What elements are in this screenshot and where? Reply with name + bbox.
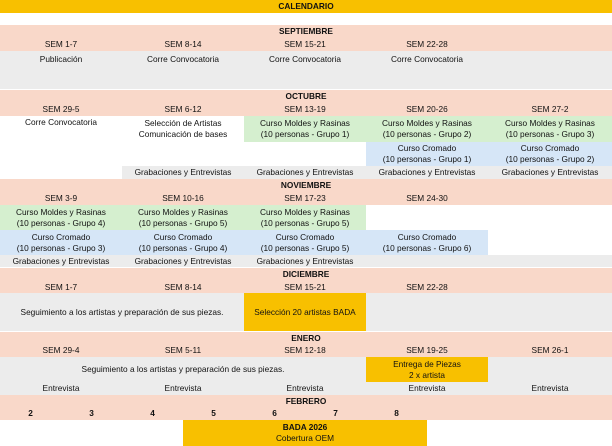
activity-seguimiento: Seguimiento a los artistas y preparación de sus piezas. bbox=[20, 306, 224, 317]
activity-grabaciones: Grabaciones y Entrevistas bbox=[134, 167, 232, 178]
week-label: SEM 8-14 bbox=[164, 38, 202, 49]
day-label: 5 bbox=[211, 408, 216, 419]
activity-entrevista: Entrevista bbox=[408, 383, 446, 394]
week-label: SEM 29-5 bbox=[42, 104, 80, 115]
activity-grabaciones: Grabaciones y Entrevistas bbox=[378, 167, 476, 178]
week-label: SEM 17-23 bbox=[284, 193, 326, 204]
day-label: 6 bbox=[272, 408, 277, 419]
day-label: 8 bbox=[394, 408, 399, 419]
week-label: SEM 22-28 bbox=[406, 281, 448, 292]
week-label: SEM 13-19 bbox=[284, 104, 326, 115]
week-label: SEM 15-21 bbox=[284, 38, 326, 49]
day-label: 7 bbox=[333, 408, 338, 419]
activity-corre-convocatoria: Corre Convocatoria bbox=[391, 53, 463, 64]
calendar-title: CALENDARIO bbox=[0, 0, 612, 13]
week-label: SEM 26-1 bbox=[531, 345, 569, 356]
course-moldes-grupo-4: Curso Moldes y Rasinas (10 personas - Grupo 4) bbox=[0, 205, 122, 230]
week-label: SEM 1-7 bbox=[44, 38, 78, 49]
week-label: SEM 12-18 bbox=[284, 345, 326, 356]
activity-corre-convocatoria: Corre Convocatoria bbox=[269, 53, 341, 64]
bada-cobertura: Cobertura OEM bbox=[275, 433, 335, 443]
week-label: SEM 8-14 bbox=[164, 281, 202, 292]
activity-grabaciones: Grabaciones y Entrevistas bbox=[501, 167, 599, 178]
activity-seguimiento: Seguimiento a los artistas y preparación de sus piezas. bbox=[81, 364, 285, 375]
course-cromado-grupo-2: Curso Cromado (10 personas - Grupo 2) bbox=[488, 142, 612, 166]
activity-entrevista: Entrevista bbox=[164, 383, 202, 394]
month-header-febrero: FEBRERO bbox=[0, 395, 612, 407]
course-moldes-grupo-5: Curso Moldes y Rasinas (10 personas - Grupo 5) bbox=[244, 205, 366, 230]
bada-event-block bbox=[183, 420, 427, 446]
course-cromado-grupo-4: Curso Cromado (10 personas - Grupo 4) bbox=[122, 230, 244, 255]
activity-grabaciones: Grabaciones y Entrevistas bbox=[256, 255, 354, 266]
week-label: SEM 5-11 bbox=[164, 345, 202, 356]
course-cromado-grupo-1: Curso Cromado (10 personas - Grupo 1) bbox=[366, 142, 488, 166]
week-label: SEM 19-25 bbox=[406, 345, 448, 356]
week-label: SEM 10-16 bbox=[162, 193, 204, 204]
activity-corre-convocatoria: Corre Convocatoria bbox=[25, 116, 97, 127]
activity-grabaciones: Grabaciones y Entrevistas bbox=[134, 255, 232, 266]
month-header-septiembre: SEPTIEMBRE bbox=[0, 25, 612, 37]
activity-entrevista: Entrevista bbox=[42, 383, 80, 394]
day-label: 3 bbox=[89, 408, 94, 419]
bada-title: BADA 2026 bbox=[282, 422, 328, 433]
activity-seleccion-artistas: Selección de Artistas Comunicación de bases bbox=[138, 118, 228, 139]
week-label: SEM 20-26 bbox=[406, 104, 448, 115]
activity-entrevista: Entrevista bbox=[531, 383, 569, 394]
month-header-diciembre: DICIEMBRE bbox=[0, 268, 612, 281]
course-cromado-grupo-3: Curso Cromado (10 personas - Grupo 3) bbox=[0, 230, 122, 255]
week-label: SEM 27-2 bbox=[531, 104, 569, 115]
course-cromado-grupo-6: Curso Cromado (10 personas - Grupo 6) bbox=[366, 230, 488, 255]
activity-publicacion: Publicación bbox=[39, 53, 83, 64]
course-moldes-grupo-5: Curso Moldes y Rasinas (10 personas - Grupo 5) bbox=[122, 205, 244, 230]
week-label: SEM 6-12 bbox=[164, 104, 202, 115]
activity-seleccion-bada: Selección 20 artistas BADA bbox=[244, 293, 366, 331]
week-label: SEM 1-7 bbox=[44, 281, 78, 292]
day-label: 2 bbox=[28, 408, 33, 419]
activity-entrevista: Entrevista bbox=[286, 383, 324, 394]
week-label: SEM 29-4 bbox=[42, 345, 80, 356]
activity-corre-convocatoria: Corre Convocatoria bbox=[147, 53, 219, 64]
week-label: SEM 24-30 bbox=[406, 193, 448, 204]
month-header-enero: ENERO bbox=[0, 332, 612, 344]
course-moldes-grupo-1: Curso Moldes y Rasinas (10 personas - Grupo 1) bbox=[244, 116, 366, 142]
course-moldes-grupo-3: Curso Moldes y Rasinas (10 personas - Grupo 3) bbox=[488, 116, 612, 142]
activity-grabaciones: Grabaciones y Entrevistas bbox=[256, 167, 354, 178]
activity-grabaciones: Grabaciones y Entrevistas bbox=[12, 255, 110, 266]
day-label: 4 bbox=[150, 408, 155, 419]
month-header-octubre: OCTUBRE bbox=[0, 90, 612, 103]
activity-entrega-piezas: Entrega de Piezas 2 x artista bbox=[366, 357, 488, 382]
course-moldes-grupo-2: Curso Moldes y Rasinas (10 personas - Grupo 2) bbox=[366, 116, 488, 142]
course-cromado-grupo-5: Curso Cromado (10 personas - Grupo 5) bbox=[244, 230, 366, 255]
week-label: SEM 3-9 bbox=[44, 193, 78, 204]
month-header-noviembre: NOVIEMBRE bbox=[0, 179, 612, 192]
week-label: SEM 22-28 bbox=[406, 38, 448, 49]
week-label: SEM 15-21 bbox=[284, 281, 326, 292]
